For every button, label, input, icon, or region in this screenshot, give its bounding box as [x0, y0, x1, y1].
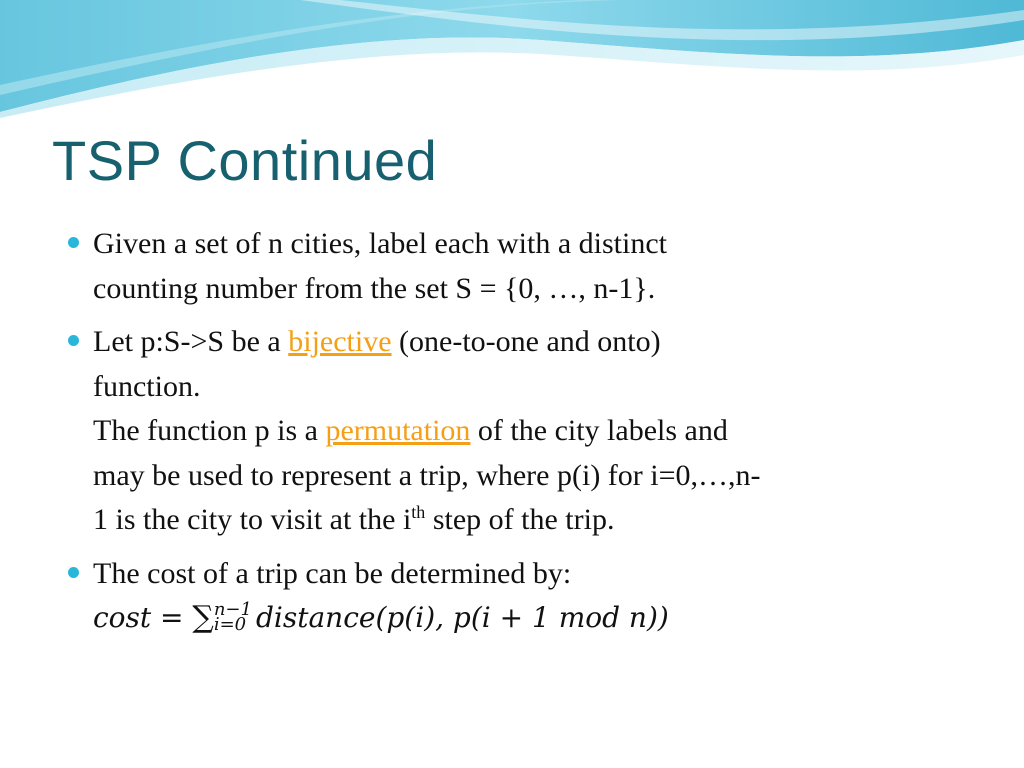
- header-wave-decoration: [0, 0, 1024, 120]
- bullet-2-line-4: may be used to represent a trip, where p(i) for i=0,…,n-: [93, 458, 761, 492]
- bullet-1-line-1: Given a set of n cities, label each with a distinct: [93, 227, 667, 260]
- bullet-2-text: step of the trip.: [425, 503, 615, 536]
- bullet-2-line-2: function.: [93, 369, 201, 403]
- bullet-item-3: [64, 552, 964, 641]
- bullet-item-1: [64, 222, 964, 311]
- bullet-3-line-1: The cost of a trip can be determined by:: [93, 556, 572, 590]
- bullet-dot-icon: [68, 335, 79, 346]
- slide-body: [64, 222, 964, 650]
- bullet-2-line-5: [93, 498, 964, 543]
- summation-upper: n−1: [213, 599, 252, 620]
- bullet-2-text: Let p:S->S be a: [93, 325, 289, 358]
- formula-body: distance(p(i), p(i + 1 mod n)): [255, 601, 669, 634]
- slide-title: TSP Continued: [52, 129, 438, 192]
- bullet-2-line-3: [93, 409, 964, 454]
- bullet-2-text: (one-to-one and onto): [391, 325, 661, 358]
- bullet-2-text: 1 is the city to visit at the i: [93, 503, 412, 536]
- bijective-link[interactable]: bijective: [288, 325, 392, 358]
- cost-formula: [93, 596, 964, 641]
- summation-lower: i=0: [213, 614, 247, 635]
- bullet-dot-icon: [68, 567, 79, 578]
- bullet-dot-icon: [68, 237, 79, 248]
- bullet-2-text: of the city labels and: [470, 414, 728, 447]
- bullet-2-line-1: [93, 320, 964, 365]
- bullet-item-2: [64, 320, 964, 543]
- permutation-link[interactable]: permutation: [325, 414, 471, 447]
- summation-limits: [213, 599, 252, 635]
- bullet-2-text: The function p is a: [93, 414, 326, 447]
- bullet-1-line-2: counting number from the set S = {0, …, n-1}.: [93, 271, 656, 305]
- superscript-th: th: [411, 502, 426, 522]
- summation-sigma: ∑: [192, 600, 214, 635]
- formula-lhs: cost =: [93, 601, 193, 634]
